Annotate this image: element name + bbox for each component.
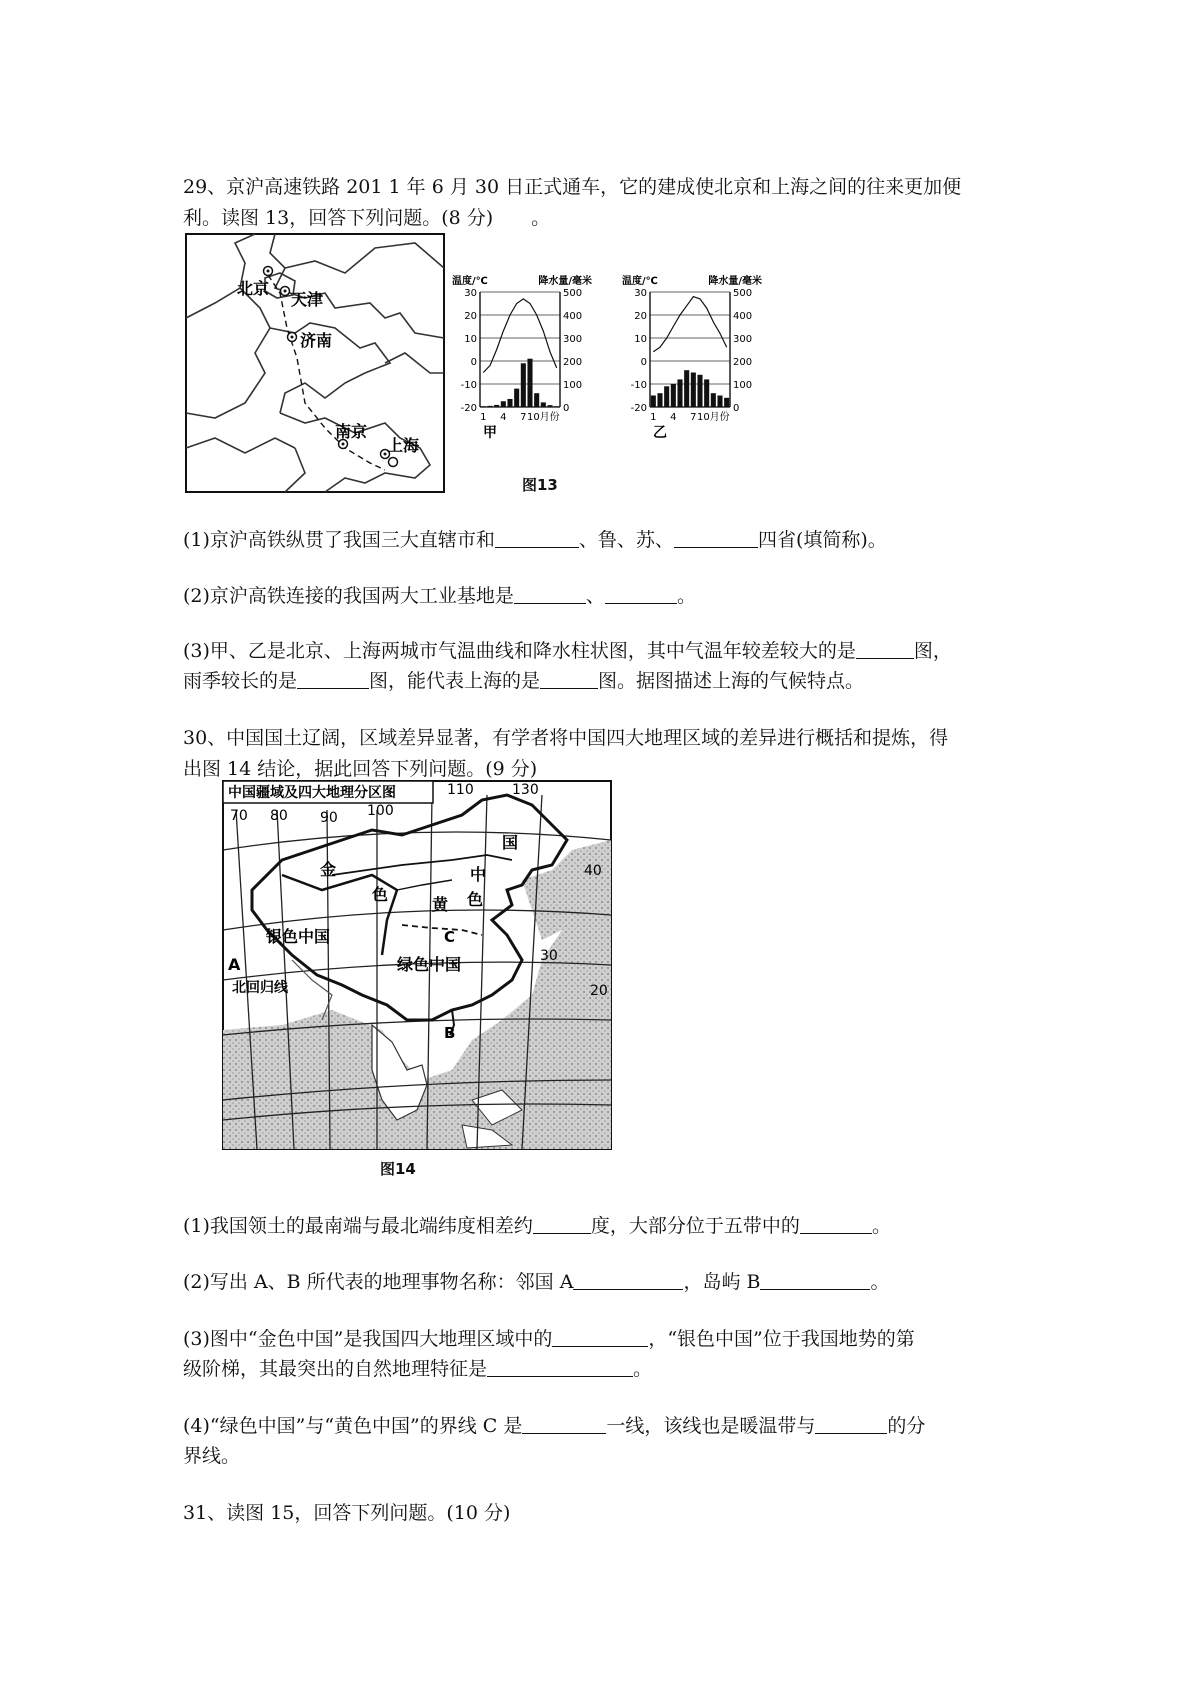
marker-a: A — [228, 955, 241, 974]
q29-stem-line1: 29、京沪高速铁路 201 1 年 6 月 30 日正式通车，它的建成使北京和上海之间的往来更加便 — [183, 176, 962, 198]
answer-blank[interactable] — [495, 527, 579, 548]
tropic-of-cancer-label: 北回归线 — [232, 980, 288, 996]
q30-part3-line1: (3)图中“金色中国”是我国四大地理区域中的 ，“银色中国”位于我国地势的第 — [183, 1328, 915, 1350]
precip-bar — [554, 406, 559, 407]
lon-label: 90 — [320, 810, 338, 826]
precip-bar — [724, 398, 729, 407]
climate-chart-jia — [450, 272, 595, 467]
lon-label: 80 — [270, 808, 288, 824]
q30-part4-line1: (4)“绿色中国”与“黄色中国”的界线 C 是 一线，该线也是暖温带与 的分 — [183, 1415, 926, 1437]
precip-tick-label: 300 — [563, 334, 583, 345]
region-label-silver: 银色中国 — [266, 927, 331, 946]
q30-part3-line2: 级阶梯，其最突出的自然地理特征是 。 — [183, 1358, 653, 1380]
month-tick-label: 4 — [500, 412, 507, 423]
temp-tick-label: 10 — [634, 334, 647, 345]
month-tick-label: 10月份 — [526, 412, 560, 423]
answer-blank[interactable] — [533, 1213, 591, 1234]
precip-bar — [481, 406, 486, 407]
precip-bar — [711, 393, 716, 407]
marker-c: C — [444, 928, 456, 946]
q30-part2: (2)写出 A、B 所代表的地理事物名称：邻国 A ，岛屿 B 。 — [183, 1271, 890, 1293]
region-label-green: 绿色中国 — [397, 955, 462, 974]
precip-bar — [664, 386, 669, 407]
precip-bar — [684, 370, 689, 407]
region-label: 中 — [470, 865, 487, 884]
chart-name: 甲 — [483, 425, 497, 441]
temp-tick-label: -20 — [460, 403, 477, 414]
precip-bar — [657, 393, 662, 407]
q30-stem-line2: 出图 14 结论，据此回答下列问题。(9 分) — [183, 758, 538, 780]
q29-part1: (1)京沪高铁纵贯了我国三大直辖市和 、鲁、苏、 四省(填简称)。 — [183, 529, 887, 551]
region-label: 黄 — [432, 895, 449, 914]
month-tick-label: 7 — [690, 412, 697, 423]
answer-blank[interactable] — [522, 1413, 606, 1434]
fig13-caption: 图13 — [522, 476, 558, 494]
answer-blank[interactable] — [514, 583, 586, 604]
lat-label: 30 — [540, 948, 558, 964]
precip-tick-label: 200 — [733, 357, 753, 368]
precip-axis-label: 降水量/毫米 — [708, 276, 762, 287]
temperature-curve — [653, 297, 726, 352]
precip-bar — [704, 379, 709, 407]
precip-bar — [547, 405, 552, 407]
precip-tick-label: 300 — [733, 334, 753, 345]
temp-axis-label: 温度/℃ — [622, 276, 658, 287]
precip-bar — [541, 402, 546, 407]
q30-part4-line2: 界线。 — [183, 1445, 241, 1467]
city-label-beijing: 北京 — [237, 279, 270, 298]
lon-label: 110 — [447, 782, 474, 798]
city-label-nanjing: 南京 — [335, 422, 368, 441]
precip-tick-label: 500 — [733, 288, 753, 299]
answer-blank[interactable] — [815, 1413, 887, 1434]
city-label-shanghai: 上海 — [387, 436, 420, 455]
precip-bar — [514, 389, 519, 407]
answer-blank[interactable] — [540, 668, 598, 689]
region-label: 金 — [320, 860, 337, 879]
region-label: 国 — [502, 833, 519, 852]
month-tick-label: 1 — [480, 412, 487, 423]
precip-bar — [501, 401, 506, 407]
q29-stem-line2: 利。读图 13，回答下列问题。(8 分) 。 — [183, 207, 551, 229]
region-label: 色 — [372, 885, 389, 904]
month-tick-label: 10月份 — [696, 412, 730, 423]
lat-label: 20 — [590, 983, 608, 999]
precip-bar — [507, 399, 512, 407]
month-tick-label: 4 — [670, 412, 677, 423]
temp-tick-label: 10 — [464, 334, 477, 345]
precip-bar — [677, 379, 682, 407]
city-label-tianjin: 天津 — [291, 290, 324, 309]
month-tick-label: 7 — [520, 412, 527, 423]
precip-bar — [534, 393, 539, 407]
precip-tick-label: 400 — [733, 311, 753, 322]
answer-blank[interactable] — [573, 1269, 683, 1290]
precip-bar — [527, 359, 532, 407]
temp-tick-label: -10 — [460, 380, 477, 391]
month-tick-label: 1 — [650, 412, 657, 423]
precip-tick-label: 0 — [563, 403, 570, 414]
temp-tick-label: 20 — [464, 311, 477, 322]
answer-blank[interactable] — [487, 1356, 633, 1377]
answer-blank[interactable] — [760, 1269, 870, 1290]
precip-bar — [697, 375, 702, 407]
answer-blank[interactable] — [674, 527, 758, 548]
lat-label: 40 — [584, 863, 602, 879]
fig14-title: 中国疆域及四大地理分区图 — [228, 785, 396, 801]
marker-b: B — [444, 1024, 456, 1042]
fig14-region-map — [222, 780, 612, 1150]
q29-part3-line2: 雨季较长的是 图，能代表上海的是 图。据图描述上海的气候特点。 — [183, 670, 865, 692]
temp-tick-label: 30 — [464, 288, 477, 299]
answer-blank[interactable] — [605, 583, 677, 604]
lon-label: 100 — [367, 803, 394, 819]
temp-tick-label: 0 — [470, 357, 477, 368]
precip-tick-label: 200 — [563, 357, 583, 368]
precip-bar — [671, 384, 676, 407]
answer-blank[interactable] — [297, 668, 369, 689]
answer-blank[interactable] — [800, 1213, 872, 1234]
precip-bar — [691, 373, 696, 408]
precip-tick-label: 100 — [733, 380, 753, 391]
lon-label: 130 — [512, 782, 539, 798]
precip-bar — [487, 406, 492, 407]
q30-part1: (1)我国领土的最南端与最北端纬度相差约 度，大部分位于五带中的 。 — [183, 1215, 891, 1237]
q31-stem: 31、读图 15，回答下列问题。(10 分) — [183, 1502, 511, 1524]
fig14-caption: 图14 — [380, 1160, 416, 1178]
precip-axis-label: 降水量/毫米 — [538, 276, 592, 287]
precip-tick-label: 400 — [563, 311, 583, 322]
lon-label: 70 — [230, 808, 248, 824]
precip-bar — [717, 396, 722, 408]
chart-name: 乙 — [653, 425, 667, 441]
region-label: 色 — [467, 890, 484, 909]
city-label-jinan: 济南 — [300, 331, 333, 350]
precip-tick-label: 100 — [563, 380, 583, 391]
answer-blank[interactable] — [552, 1326, 648, 1347]
q29-part2: (2)京沪高铁连接的我国两大工业基地是 、 。 — [183, 585, 696, 607]
temp-tick-label: 30 — [634, 288, 647, 299]
q30-stem-line1: 30、中国国土辽阔，区域差异显著，有学者将中国四大地理区域的差异进行概括和提炼，得 — [183, 727, 949, 749]
temp-tick-label: 0 — [640, 357, 647, 368]
precip-bar — [651, 396, 656, 408]
answer-blank[interactable] — [856, 638, 914, 659]
climate-chart-yi — [620, 272, 765, 467]
precip-tick-label: 0 — [733, 403, 740, 414]
q29-part3-line1: (3)甲、乙是北京、上海两城市气温曲线和降水柱状图，其中气温年较差较大的是 图， — [183, 640, 952, 662]
temp-tick-label: -10 — [630, 380, 647, 391]
precip-tick-label: 500 — [563, 288, 583, 299]
temperature-curve — [483, 299, 556, 373]
temp-tick-label: -20 — [630, 403, 647, 414]
precip-bar — [494, 405, 499, 407]
temp-tick-label: 20 — [634, 311, 647, 322]
temp-axis-label: 温度/℃ — [452, 276, 488, 287]
precip-bar — [521, 363, 526, 407]
fig13-route-map — [185, 233, 445, 493]
